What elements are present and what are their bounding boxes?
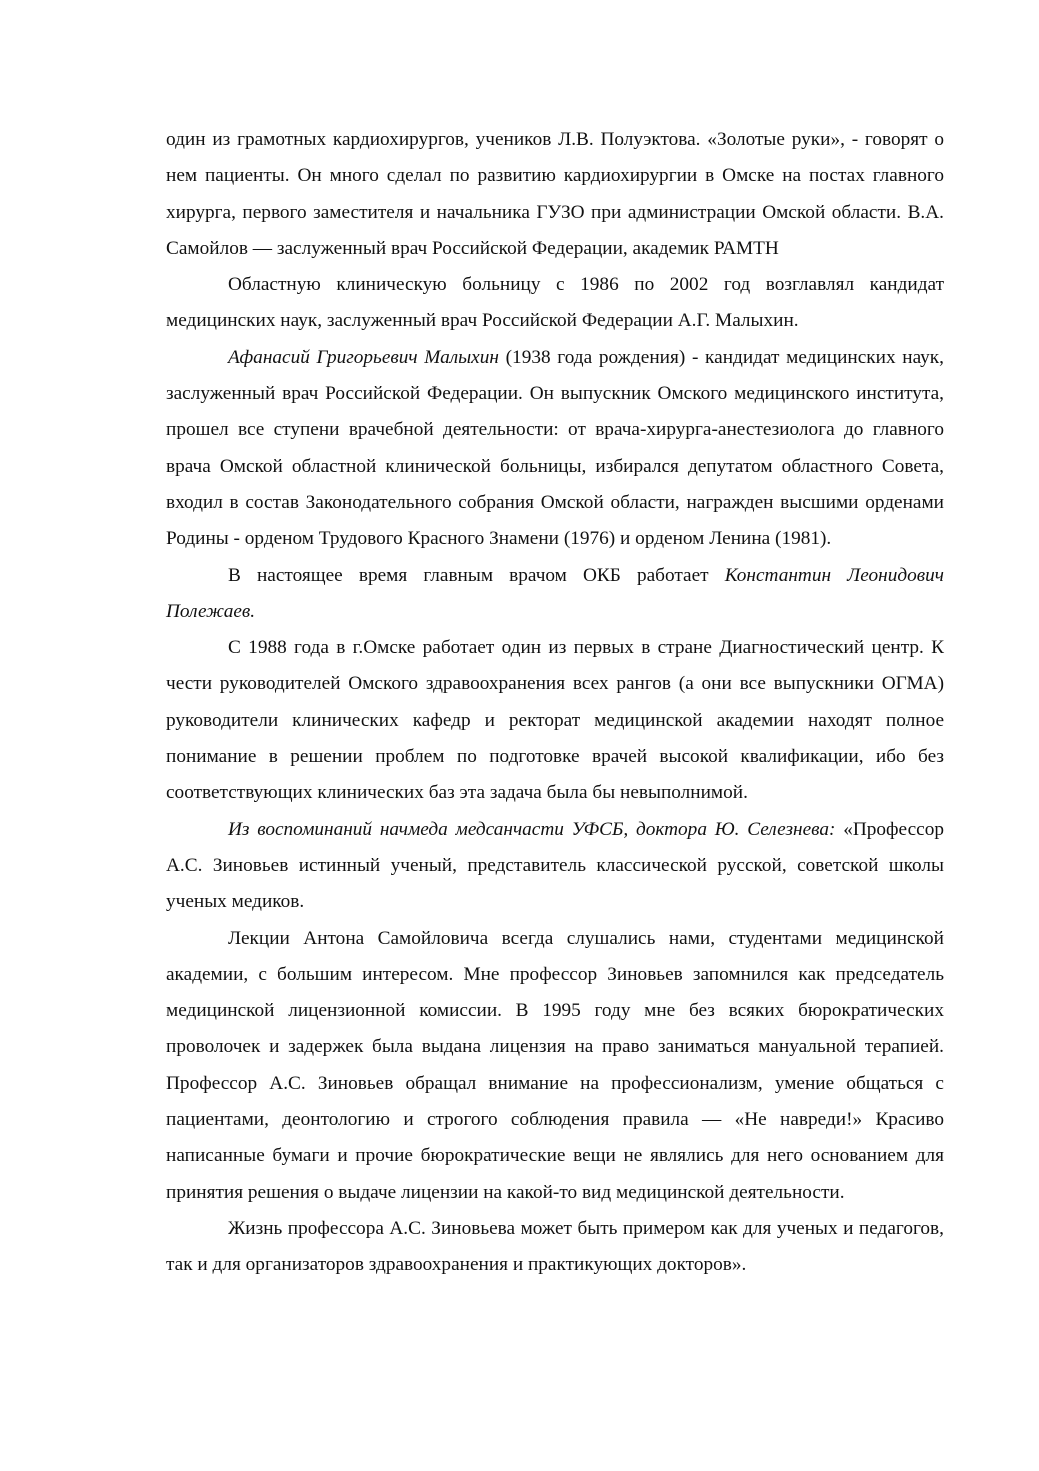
- paragraph-1: [166, 122, 944, 267]
- person-name: Константин Леонидович Полежаев.: [166, 564, 944, 622]
- paragraph-text: Лекции Антона Самойловича всегда слушались нами, студентами медицинской академии, с большим интересом. Мне профессор Зиновьев запомнился как председатель медицинской лицензионной комиссии. В 1995 году мне без всяких бюрократических проволочек и задержек была выдана лицензия на право заниматься мануальной терапией. Профессор А.С. Зиновьев обращал внимание на профессионализм, умение общаться с пациентами, деонтологию и строгого соблюдения правила — «Не навреди!» Красиво написанные бумаги и прочие бюрократические вещи не являлись для него основанием для принятия решения о выдаче лицензии на какой-то вид медицинской деятельности.: [166, 927, 944, 1203]
- paragraph-2: [166, 267, 944, 340]
- document-page: [166, 122, 944, 1284]
- paragraph-text: Областную клиническую больницу с 1986 по 2002 год возглавлял кандидат медицинских наук, заслуженный врач Российской Федерации А.Г. Малыхин.: [166, 274, 944, 332]
- paragraph-text: С 1988 года в г.Омске работает один из первых в стране Диагностический центр. К чести руководителей Омского здравоохранения всех рангов (а они все выпускники ОГМА) руководители клинических кафедр и ректорат медицинской академии находят полное понимание в решении проблем по подготовке врачей высокой квалификации, ибо без соответствующих клинических баз эта задача была бы невыполнимой.: [166, 637, 944, 804]
- paragraph-text: «Профессор А.С. Зиновьев истинный ученый, представитель классической русской, советской школы ученых медиков.: [166, 818, 944, 913]
- paragraph-6: [166, 812, 944, 921]
- paragraph-text: (1938 года рождения) - кандидат медицинских наук, заслуженный врач Российской Федерации. Он выпускник Омского медицинского института, прошел все ступени врачебной деятельности: от врача-хирурга-анестезиолога до главного врача Омской областной клинической больницы, избирался депутатом областного Совета, входил в состав Законодательного собрания Омской области, награжден высшими орденами Родины - орденом Трудового Красного Знамени (1976) и орденом Ленина (1981).: [166, 346, 944, 550]
- paragraph-text: Жизнь профессора А.С. Зиновьева может быть примером как для ученых и педагогов, так и для организаторов здравоохранения и практикующих докторов».: [166, 1217, 944, 1276]
- paragraph-7: [166, 921, 944, 1211]
- quote-source: Из воспоминаний начмеда медсанчасти УФСБ, доктора Ю. Селезнева:: [228, 818, 836, 840]
- paragraph-text: один из грамотных кардиохирургов, учеников Л.В. Полуэктова. «Золотые руки», - говорят о нем пациенты. Он много сделал по развитию кардиохирургии в Омске на постах главного хирурга, первого заместителя и начальника ГУЗО при администрации Омской области. В.А. Самойлов — заслуженный врач Российской Федерации, академик РАМТН: [166, 129, 944, 259]
- person-name: Афанасий Григорьевич Малыхин: [228, 346, 499, 368]
- paragraph-3: [166, 340, 944, 558]
- paragraph-8: [166, 1211, 944, 1284]
- paragraph-4: [166, 558, 944, 631]
- paragraph-5: [166, 630, 944, 811]
- paragraph-text: В настоящее время главным врачом ОКБ работает: [228, 564, 725, 586]
